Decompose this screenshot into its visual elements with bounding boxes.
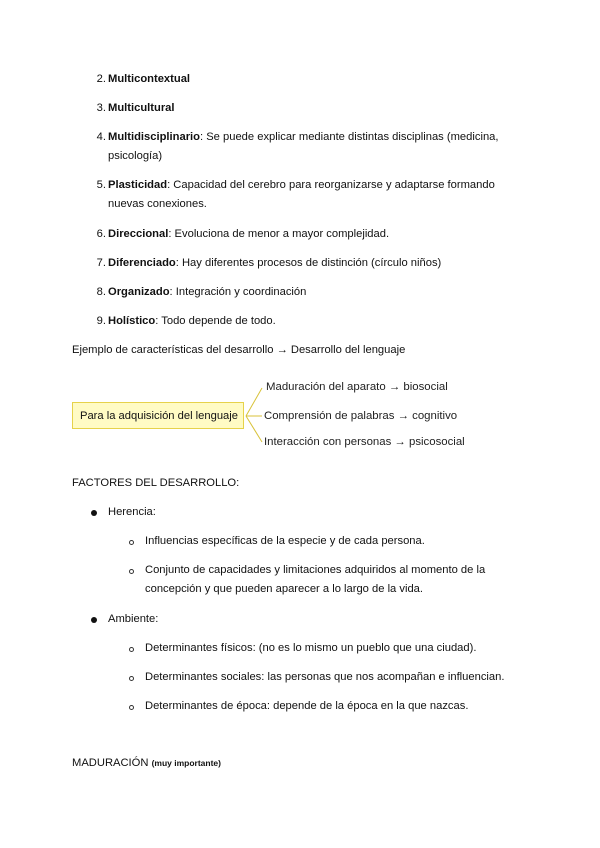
bullet-ambiente: Ambiente: — [108, 613, 159, 625]
sub-item: Determinantes de época: depende de la época en la que nazcas. — [145, 700, 469, 712]
circle-bullet-icon — [129, 569, 134, 574]
list-number: 6. — [96, 228, 106, 240]
diagram-branch: Comprensión de palabras → cognitivo — [264, 410, 458, 422]
bullet-icon — [91, 617, 97, 623]
list-term: Diferenciado — [108, 257, 176, 269]
list-number: 2. — [96, 73, 106, 85]
list-term: Multidisciplinario — [108, 131, 200, 143]
list-term: Plasticidad — [108, 179, 168, 191]
example-line: Ejemplo de características del desarrollo → Desarrollo del lenguaje — [72, 344, 406, 356]
list-text: : Capacidad del cerebro para reorganizarse y adaptarse formando — [167, 179, 495, 191]
maduracion-title: MADURACIÓN — [72, 757, 149, 769]
sub-item: Determinantes sociales: las personas que nos acompañan e influencian. — [145, 671, 505, 683]
diagram-branch: Interacción con personas → psicosocial — [264, 436, 465, 448]
list-term: Direccional — [108, 228, 169, 240]
list-term: Multicontextual — [108, 73, 191, 85]
sub-item: Influencias específicas de la especie y de cada persona. — [145, 535, 425, 547]
list-term: Organizado — [108, 286, 170, 298]
list-text: : Evoluciona de menor a mayor complejidad. — [168, 228, 390, 240]
diagram-box-label: Para la adquisición del lenguaje — [80, 410, 238, 422]
sub-item: Determinantes físicos: (no es lo mismo un pueblo que una ciudad). — [145, 642, 477, 654]
section-heading: FACTORES DEL DESARROLLO: — [72, 477, 240, 489]
circle-bullet-icon — [129, 676, 134, 681]
maduracion-heading — [72, 757, 221, 769]
bullet-herencia: Herencia: — [108, 506, 156, 518]
list-number: 7. — [96, 257, 106, 269]
list-text: : Se puede explicar mediante distintas disciplinas (medicina, — [200, 131, 499, 143]
list-number: 4. — [96, 131, 106, 143]
circle-bullet-icon — [129, 540, 134, 545]
list-term: Multicultural — [108, 102, 175, 114]
diagram-branch: Maduración del aparato → biosocial — [266, 381, 448, 393]
circle-bullet-icon — [129, 705, 134, 710]
list-text-cont: nuevas conexiones. — [108, 198, 207, 210]
sub-item-cont: concepción y que pueden aparecer a lo largo de la vida. — [145, 583, 424, 595]
list-text: : Todo depende de todo. — [155, 315, 276, 327]
list-number: 8. — [96, 286, 106, 298]
list-number: 9. — [96, 315, 106, 327]
list-number: 5. — [96, 179, 106, 191]
list-number: 3. — [96, 102, 106, 114]
circle-bullet-icon — [129, 647, 134, 652]
sub-item: Conjunto de capacidades y limitaciones adquiridos al momento de la — [145, 564, 486, 576]
bullet-icon — [91, 510, 97, 516]
maduracion-note: (muy importante) — [151, 758, 221, 768]
list-text: : Integración y coordinación — [169, 286, 307, 298]
list-text: : Hay diferentes procesos de distinción (círculo niños) — [175, 257, 442, 269]
list-text-cont: psicología) — [108, 150, 163, 162]
list-term: Holístico — [108, 315, 156, 327]
